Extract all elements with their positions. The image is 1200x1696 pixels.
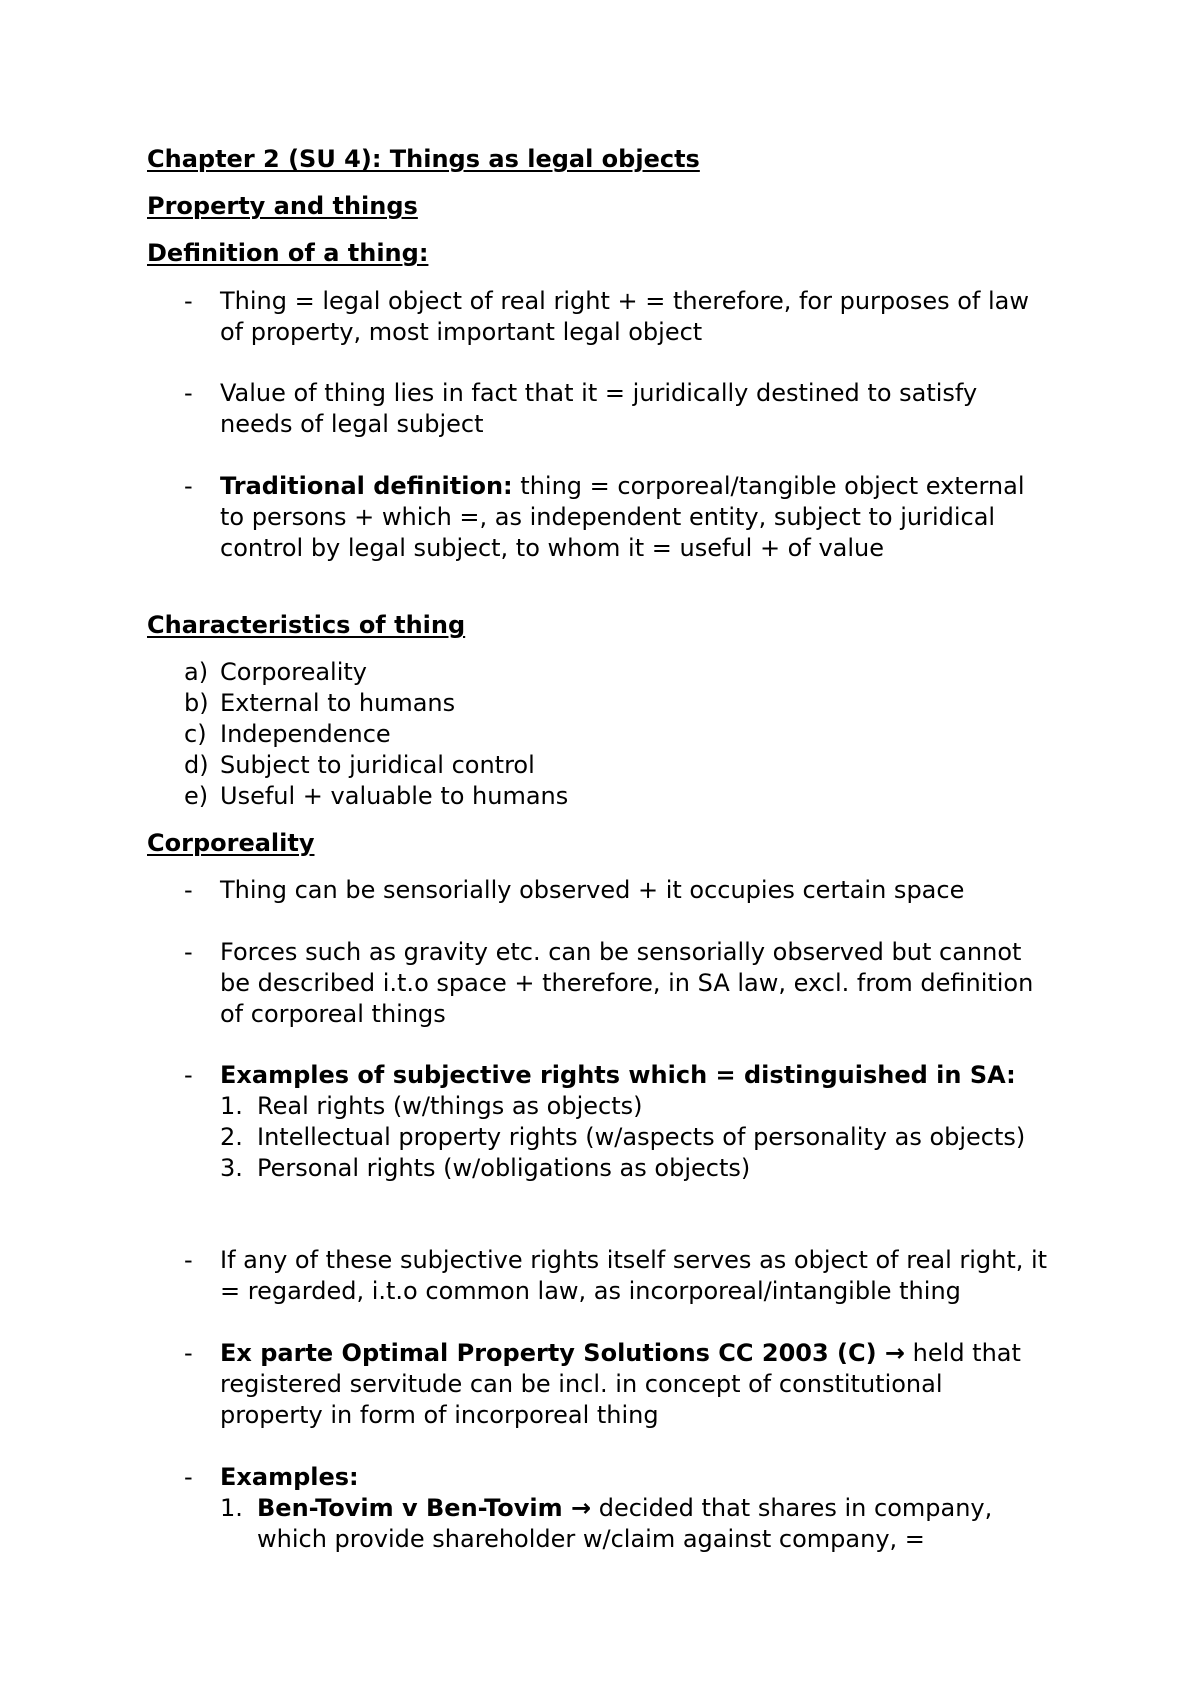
- list-marker: b): [184, 689, 209, 717]
- definition-bullet-3-text: thing = corporeal/tangible object external: [512, 472, 1025, 500]
- list-marker: a): [184, 658, 209, 686]
- list-marker: 3.: [220, 1154, 243, 1182]
- definition-bullet-3-line-2: to persons + which =, as independent entity, subject to juridical: [220, 503, 996, 531]
- definition-bullet-1-line-1: Thing = legal object of real right + = therefore, for purposes of law: [220, 287, 1029, 315]
- characteristic-item: Corporeality: [220, 658, 367, 686]
- bullet-dash: -: [184, 1463, 193, 1491]
- bullet-dash: -: [184, 1061, 193, 1089]
- definition-heading: Definition of a thing:: [147, 239, 429, 267]
- corporeality-bullet-4-line-2: = regarded, i.t.o common law, as incorporeal/intangible thing: [220, 1277, 961, 1305]
- characteristic-item: Subject to juridical control: [220, 751, 535, 779]
- definition-bullet-3-line-3: control by legal subject, to whom it = useful + of value: [220, 534, 884, 562]
- bullet-dash: -: [184, 1339, 193, 1367]
- list-marker: d): [184, 751, 209, 779]
- bullet-dash: -: [184, 379, 193, 407]
- bullet-dash: -: [184, 938, 193, 966]
- right-item: Personal rights (w/obligations as objects): [257, 1154, 751, 1182]
- corporeality-heading: Corporeality: [147, 829, 315, 857]
- characteristic-item: External to humans: [220, 689, 456, 717]
- property-heading: Property and things: [147, 192, 418, 220]
- case-name: Ben-Tovim v Ben-Tovim →: [257, 1494, 592, 1522]
- bullet-dash: -: [184, 472, 193, 500]
- right-item: Intellectual property rights (w/aspects of personality as objects): [257, 1123, 1026, 1151]
- corporeality-bullet-4-line-1: If any of these subjective rights itself serves as object of real right, it: [220, 1246, 1048, 1274]
- corporeality-bullet-1: Thing can be sensorially observed + it occupies certain space: [220, 876, 965, 904]
- corporeality-bullet-3: Examples of subjective rights which = distinguished in SA:: [220, 1061, 1016, 1089]
- list-marker: 1.: [220, 1494, 243, 1522]
- corporeality-bullet-5-line-1: [220, 1338, 1021, 1368]
- right-item: Real rights (w/things as objects): [257, 1092, 643, 1120]
- corporeality-bullet-2-line-2: be described i.t.o space + therefore, in SA law, excl. from definition: [220, 969, 1034, 997]
- definition-bullet-2-line-2: needs of legal subject: [220, 410, 484, 438]
- characteristics-heading: Characteristics of thing: [147, 611, 466, 639]
- definition-bullet-2-line-1: Value of thing lies in fact that it = juridically destined to satisfy: [220, 379, 978, 407]
- list-marker: 2.: [220, 1123, 243, 1151]
- bullet-dash: -: [184, 287, 193, 315]
- list-marker: c): [184, 720, 207, 748]
- bullet-dash: -: [184, 876, 193, 904]
- corporeality-bullet-2-line-1: Forces such as gravity etc. can be sensorially observed but cannot: [220, 938, 1022, 966]
- characteristic-item: Useful + valuable to humans: [220, 782, 569, 810]
- corporeality-bullet-5-line-3: property in form of incorporeal thing: [220, 1401, 659, 1429]
- example-item-line-1: [257, 1493, 992, 1523]
- examples-label: Examples:: [220, 1463, 359, 1491]
- chapter-heading: Chapter 2 (SU 4): Things as legal objects: [147, 145, 700, 173]
- corporeality-bullet-5-line-2: registered servitude can be incl. in concept of constitutional: [220, 1370, 943, 1398]
- case-holding: decided that shares in company,: [591, 1494, 993, 1522]
- characteristic-item: Independence: [220, 720, 391, 748]
- definition-bullet-1-line-2: of property, most important legal object: [220, 318, 703, 346]
- case-holding: held that: [905, 1339, 1021, 1367]
- case-name: Ex parte Optimal Property Solutions CC 2003 (C) →: [220, 1339, 906, 1367]
- list-marker: 1.: [220, 1092, 243, 1120]
- list-marker: e): [184, 782, 209, 810]
- traditional-definition-label: Traditional definition:: [220, 472, 513, 500]
- corporeality-bullet-2-line-3: of corporeal things: [220, 1000, 446, 1028]
- example-item-line-2: which provide shareholder w/claim against company, =: [257, 1525, 925, 1553]
- definition-bullet-3-line-1: [220, 471, 1024, 501]
- bullet-dash: -: [184, 1246, 193, 1274]
